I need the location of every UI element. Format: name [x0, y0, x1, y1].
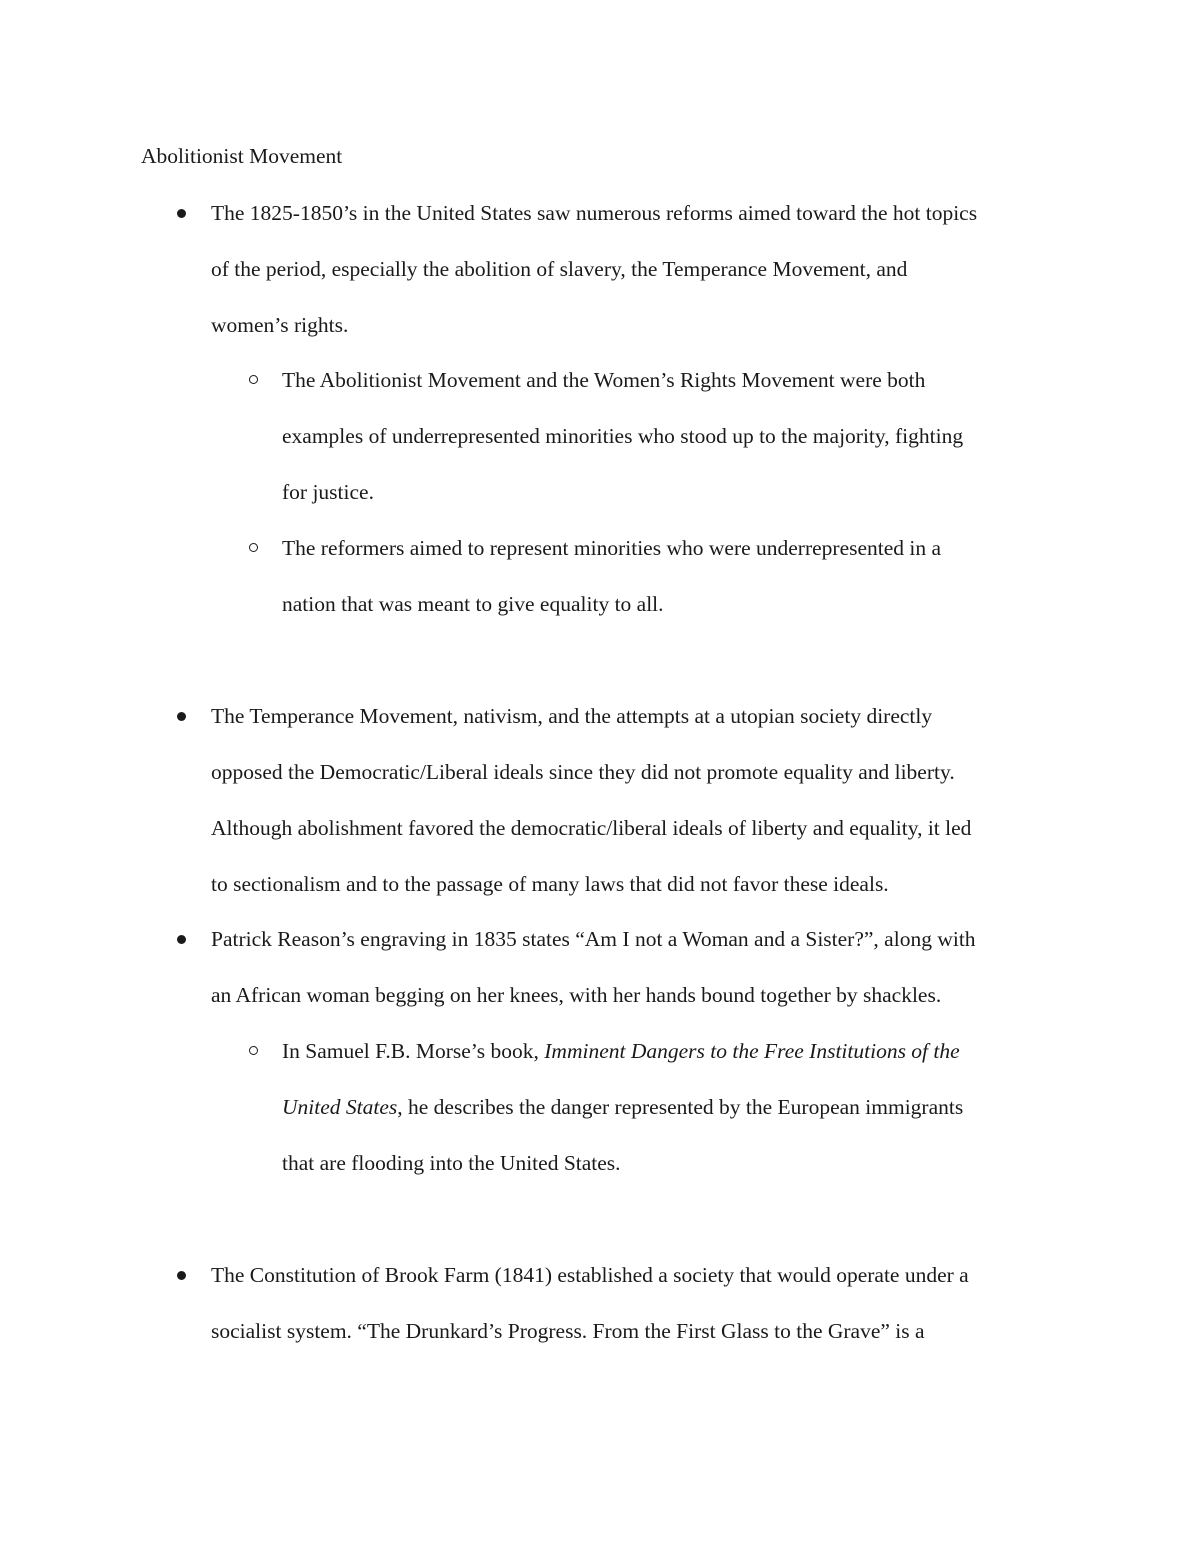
- list-item: [282, 520, 1052, 632]
- bullet-disc-icon: [177, 935, 186, 944]
- list-item-line: Although abolishment favored the democratic/liberal ideals of liberty and equality, it led: [211, 816, 972, 840]
- list-item-line: Patrick Reason’s engraving in 1835 states “Am I not a Woman and a Sister?”, along with: [211, 927, 976, 951]
- bullet-disc-icon: [177, 1271, 186, 1280]
- bullet-disc-icon: [177, 712, 186, 721]
- list-item-line: of the period, especially the abolition of slavery, the Temperance Movement, and: [211, 257, 908, 281]
- list-item: [282, 352, 1052, 520]
- list-item: [282, 1023, 1052, 1191]
- book-title-part: Imminent Dangers to the Free Institutions of the: [544, 1039, 960, 1063]
- list-item-line: socialist system. “The Drunkard’s Progress. From the First Glass to the Grave” is a: [211, 1319, 925, 1343]
- list-item-line: for justice.: [282, 480, 374, 504]
- list-item-line: to sectionalism and to the passage of many laws that did not favor these ideals.: [211, 872, 889, 896]
- list-item-line: women’s rights.: [211, 313, 349, 337]
- list-item-line: The Constitution of Brook Farm (1841) established a society that would operate under a: [211, 1263, 969, 1287]
- list-item-line: [282, 1023, 1052, 1079]
- list-item: [211, 911, 1061, 1023]
- list-item-line: examples of underrepresented minorities who stood up to the majority, fighting: [282, 424, 964, 448]
- list-item-line: The 1825-1850’s in the United States saw numerous reforms aimed toward the hot topics: [211, 201, 978, 225]
- list-item-line: The Temperance Movement, nativism, and the attempts at a utopian society directly: [211, 704, 933, 728]
- list-item-text: , he describes the danger represented by the European immigrants: [397, 1095, 964, 1119]
- bullet-circle-icon: [249, 543, 258, 552]
- list-item-line: The reformers aimed to represent minorities who were underrepresented in a: [282, 536, 942, 560]
- book-title-part: United States: [282, 1095, 398, 1119]
- list-item-text: In Samuel F.B. Morse’s book,: [282, 1039, 545, 1063]
- list-item-line: nation that was meant to give equality to all.: [282, 592, 664, 616]
- document-title: Abolitionist Movement: [141, 144, 343, 168]
- list-item-line: opposed the Democratic/Liberal ideals since they did not promote equality and liberty.: [211, 760, 955, 784]
- bullet-circle-icon: [249, 375, 258, 384]
- list-item: [211, 1247, 1061, 1359]
- list-item: [211, 185, 1061, 353]
- list-item-line: The Abolitionist Movement and the Women’s Rights Movement were both: [282, 368, 926, 392]
- list-item-line: that are flooding into the United States.: [282, 1151, 621, 1175]
- list-item-line: an African woman begging on her knees, with her hands bound together by shackles.: [211, 983, 942, 1007]
- bullet-disc-icon: [177, 209, 186, 218]
- bullet-circle-icon: [249, 1046, 258, 1055]
- list-item: [211, 688, 1061, 912]
- list-item-line: [282, 1079, 1052, 1135]
